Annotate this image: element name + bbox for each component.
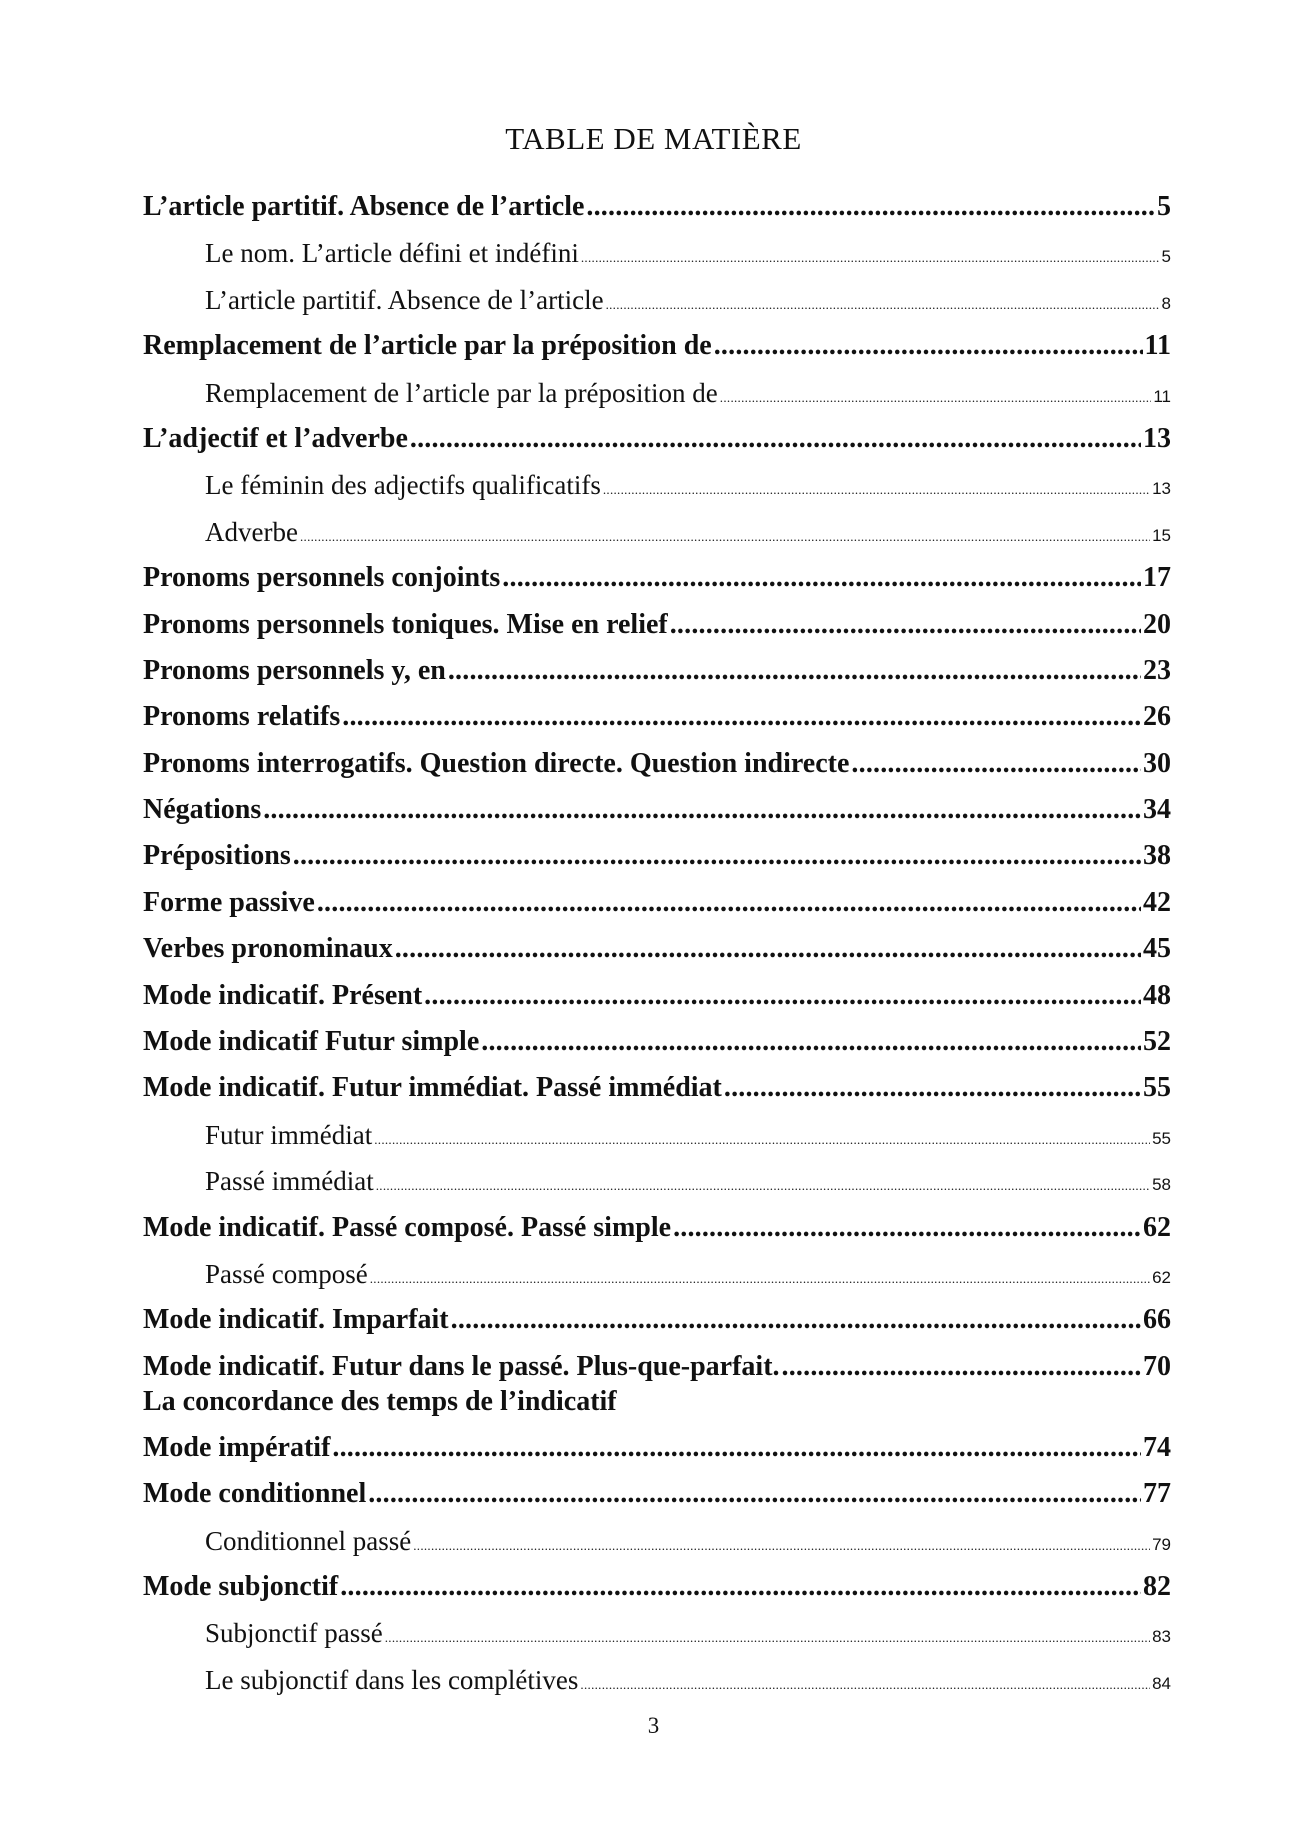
toc-subentry-page: 55: [1152, 1128, 1171, 1148]
dot-leader: [782, 1349, 1141, 1384]
toc-entry-page: 45: [1143, 933, 1171, 965]
toc-entry[interactable]: [143, 323, 1171, 369]
toc-subentry-label: Le féminin des adjectifs qualificatifs: [205, 470, 601, 501]
toc-entry[interactable]: [143, 787, 1171, 833]
toc-entry-page: 52: [1143, 1026, 1171, 1058]
dot-leader: [481, 1019, 1141, 1065]
toc-entry[interactable]: [143, 741, 1171, 787]
table-of-contents: [143, 184, 1171, 1703]
dot-leader: [340, 1564, 1141, 1610]
toc-entry-label: [143, 1349, 780, 1419]
toc-entry-page: 70: [1143, 1350, 1171, 1382]
toc-entry[interactable]: [143, 1344, 1171, 1425]
toc-entry-label-line-2: La concordance des temps de l’indicatif: [143, 1385, 617, 1417]
toc-subentry-label: Futur immédiat: [205, 1119, 373, 1150]
toc-subentry-page: 11: [1153, 386, 1171, 406]
toc-entry[interactable]: [143, 648, 1171, 694]
toc-entry[interactable]: [143, 973, 1171, 1019]
dot-leader: [606, 282, 1160, 323]
toc-subentry[interactable]: [143, 1251, 1171, 1297]
toc-subentry-label: L’article partitif. Absence de l’article: [205, 284, 604, 315]
toc-entry[interactable]: [143, 1297, 1171, 1343]
toc-entry[interactable]: [143, 602, 1171, 648]
dot-leader: [581, 235, 1160, 276]
toc-entry-label: Verbes pronominaux: [143, 933, 393, 965]
toc-subentry[interactable]: [143, 1657, 1171, 1703]
toc-subentry[interactable]: [143, 509, 1171, 555]
toc-entry[interactable]: [143, 1065, 1171, 1111]
toc-entry-page: 30: [1143, 747, 1171, 779]
toc-subentry-label: Adverbe: [205, 516, 298, 547]
dot-leader: [410, 416, 1141, 462]
toc-entry-page: 74: [1143, 1431, 1171, 1463]
dot-leader: [580, 1662, 1150, 1703]
toc-subentry-page: 83: [1152, 1627, 1171, 1647]
page-title: TABLE DE MATIÈRE: [505, 121, 802, 156]
toc-entry-label: Mode subjonctif: [143, 1570, 339, 1602]
toc-subentry[interactable]: [143, 1610, 1171, 1656]
dot-leader: [502, 555, 1141, 601]
toc-entry-page: 82: [1143, 1570, 1171, 1602]
toc-entry[interactable]: [143, 1564, 1171, 1610]
toc-entry-label: Prépositions: [143, 840, 291, 872]
toc-entry-label: Mode conditionnel: [143, 1478, 367, 1510]
dot-leader: [714, 323, 1143, 369]
toc-entry[interactable]: [143, 416, 1171, 462]
dot-leader: [673, 1205, 1141, 1251]
dot-leader: [670, 602, 1141, 648]
toc-subentry-page: 5: [1161, 247, 1171, 267]
toc-subentry-label: Le nom. L’article défini et indéfini: [205, 238, 579, 269]
dot-leader: [263, 787, 1141, 833]
toc-entry-label: Remplacement de l’article par la préposition de: [143, 330, 712, 362]
dot-leader: [317, 880, 1141, 926]
toc-entry[interactable]: [143, 1205, 1171, 1251]
toc-entry-page: 11: [1144, 330, 1171, 362]
toc-entry-page: 38: [1143, 840, 1171, 872]
dot-leader: [370, 1256, 1150, 1297]
toc-entry-label: Forme passive: [143, 886, 315, 918]
toc-entry-label: Pronoms personnels conjoints: [143, 562, 501, 594]
dot-leader: [424, 973, 1141, 1019]
toc-entry[interactable]: [143, 1425, 1171, 1471]
dot-leader: [385, 1615, 1150, 1656]
toc-entry-label: Mode indicatif. Passé composé. Passé simple: [143, 1211, 672, 1243]
dot-leader: [851, 741, 1141, 787]
dot-leader: [395, 926, 1141, 972]
toc-entry-page: 20: [1143, 608, 1171, 640]
toc-subentry[interactable]: [143, 1158, 1171, 1204]
toc-entry-page: 42: [1143, 886, 1171, 918]
toc-subentry-page: 8: [1161, 293, 1171, 313]
toc-subentry-page: 15: [1152, 525, 1171, 545]
toc-entry-label: L’adjectif et l’adverbe: [143, 422, 408, 454]
toc-entry-label: L’article partitif. Absence de l’article: [143, 191, 585, 222]
toc-subentry[interactable]: [143, 1112, 1171, 1158]
toc-entry[interactable]: [143, 880, 1171, 926]
toc-entry-label: Pronoms interrogatifs. Question directe. Question indirecte: [143, 747, 850, 779]
toc-subentry-label: Subjonctif passé: [205, 1618, 383, 1649]
toc-entry-label: Pronoms relatifs: [143, 701, 341, 733]
dot-leader: [448, 648, 1141, 694]
toc-subentry-label: Passé immédiat: [205, 1166, 374, 1197]
toc-subentry-label: Passé composé: [205, 1258, 368, 1289]
toc-entry[interactable]: [143, 926, 1171, 972]
toc-entry-label: Pronoms personnels y, en: [143, 654, 446, 686]
dot-leader: [603, 467, 1150, 508]
dot-leader: [293, 833, 1141, 879]
toc-entry-label: Mode indicatif. Présent: [143, 979, 423, 1011]
dot-leader: [332, 1425, 1141, 1471]
toc-entry-page: 13: [1143, 422, 1171, 454]
toc-entry-label: Négations: [143, 794, 262, 826]
toc-entry[interactable]: [143, 555, 1171, 601]
dot-leader: [720, 375, 1152, 416]
toc-subentry-page: 62: [1152, 1267, 1171, 1287]
page-number: 3: [647, 1713, 660, 1738]
dot-leader: [300, 514, 1150, 555]
toc-entry-page: 48: [1143, 979, 1171, 1011]
toc-entry[interactable]: [143, 1471, 1171, 1517]
dot-leader: [413, 1523, 1150, 1564]
dot-leader: [374, 1117, 1150, 1158]
toc-subentry[interactable]: [143, 370, 1171, 416]
toc-entry-page: 5: [1157, 191, 1171, 222]
toc-entry-page: 23: [1143, 654, 1171, 686]
dot-leader: [368, 1471, 1141, 1517]
toc-entry-label: Mode indicatif. Futur immédiat. Passé immédiat: [143, 1072, 722, 1104]
toc-entry[interactable]: [143, 184, 1171, 230]
toc-subentry[interactable]: [143, 230, 1171, 276]
toc-subentry[interactable]: [143, 277, 1171, 323]
toc-entry-label: Mode indicatif. Imparfait: [143, 1304, 449, 1336]
toc-entry-label: Mode indicatif Futur simple: [143, 1026, 480, 1058]
toc-entry-page: 17: [1143, 562, 1171, 594]
dot-leader: [451, 1297, 1141, 1343]
toc-subentry[interactable]: [143, 462, 1171, 508]
toc-subentry-label: Conditionnel passé: [205, 1525, 412, 1556]
toc-subentry-page: 79: [1152, 1534, 1171, 1554]
toc-entry[interactable]: [143, 694, 1171, 740]
dot-leader: [724, 1065, 1141, 1111]
toc-subentry-page: 84: [1152, 1673, 1171, 1693]
toc-entry-label: Mode impératif: [143, 1431, 331, 1463]
toc-entry[interactable]: [143, 833, 1171, 879]
toc-subentry-page: 13: [1152, 479, 1171, 499]
toc-entry-page: 26: [1143, 701, 1171, 733]
toc-subentry[interactable]: [143, 1518, 1171, 1564]
toc-subentry-label: Remplacement de l’article par la préposition de: [205, 377, 718, 408]
toc-entry-page: 34: [1143, 794, 1171, 826]
toc-entry-label: Pronoms personnels toniques. Mise en relief: [143, 608, 668, 640]
dot-leader: [342, 694, 1141, 740]
toc-subentry-page: 58: [1152, 1175, 1171, 1195]
toc-entry-label-line-1: Mode indicatif. Futur dans le passé. Plus-que-parfait.: [143, 1350, 780, 1382]
dot-leader: [586, 184, 1155, 230]
toc-entry-page: 77: [1143, 1478, 1171, 1510]
toc-entry-page: 55: [1143, 1072, 1171, 1104]
toc-entry-page: 66: [1143, 1304, 1171, 1336]
toc-subentry-label: Le subjonctif dans les complétives: [205, 1664, 579, 1695]
toc-entry-page: 62: [1143, 1211, 1171, 1243]
toc-entry[interactable]: [143, 1019, 1171, 1065]
dot-leader: [376, 1163, 1150, 1204]
